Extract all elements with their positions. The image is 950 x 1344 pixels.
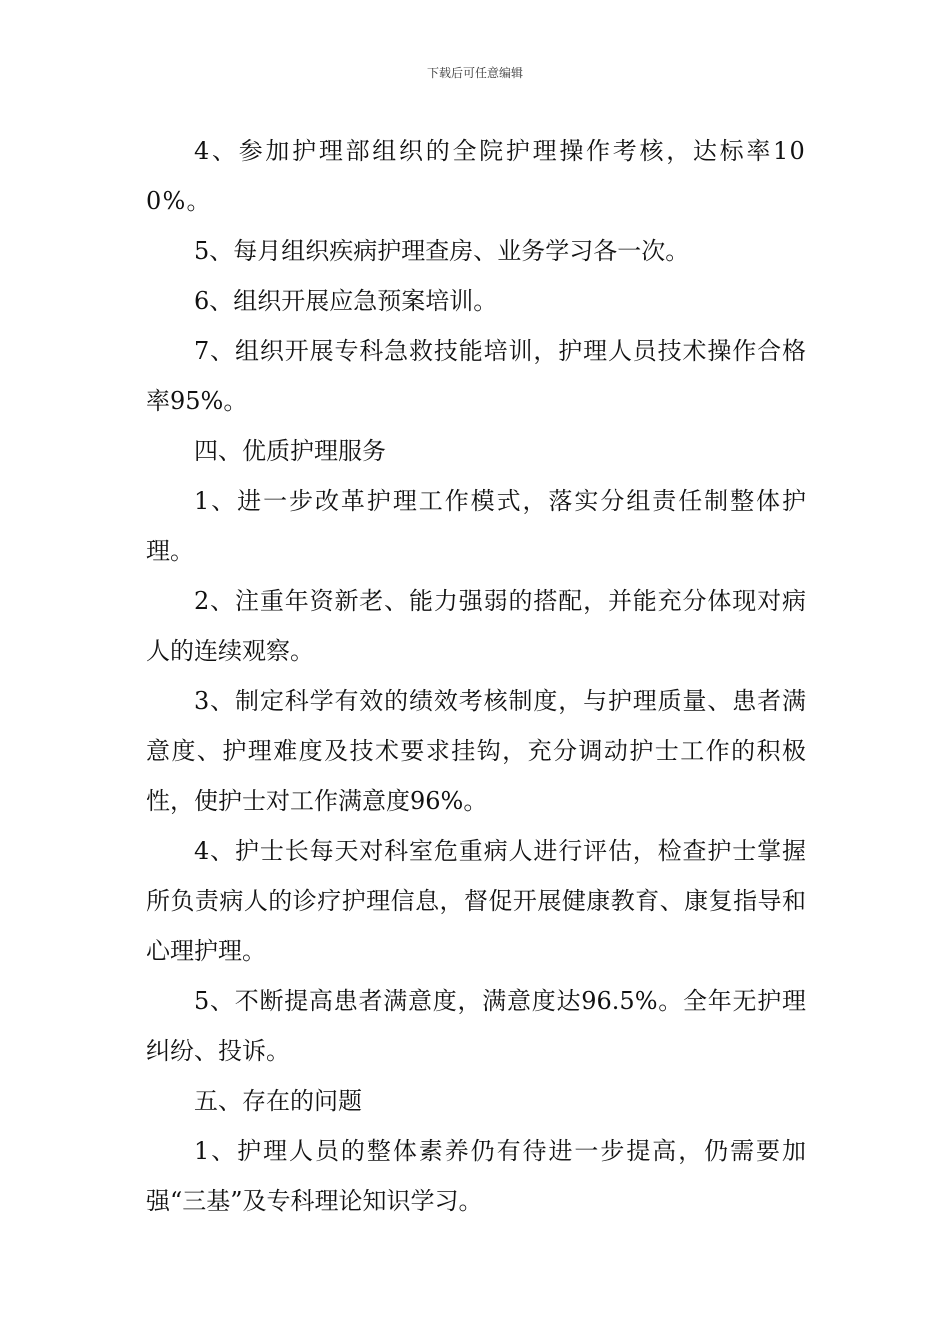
paragraph-item-3-performance: 3、制定科学有效的绩效考核制度，与护理质量、患者满意度、护理难度及技术要求挂钩，充分调动护士工作的积极性，使护士对工作满意度96%。	[146, 687, 806, 815]
paragraph-item-5-ward-rounds: 5、每月组织疾病护理查房、业务学习各一次。	[194, 237, 690, 265]
paragraph-item-2-staffing: 2、注重年资新老、能力强弱的搭配，并能充分体现对病人的连续观察。	[146, 587, 806, 665]
paragraph-item-5-satisfaction: 5、不断提高患者满意度，满意度达96.5%。全年无护理纠纷、投诉。	[146, 987, 806, 1065]
paragraph-item-4-head-nurse: 4、护士长每天对科室危重病人进行评估，检查护士掌握所负责病人的诊疗护理信息，督促开展健康教育、康复指导和心理护理。	[146, 837, 806, 965]
paragraph-item-1-work-mode: 1、进一步改革护理工作模式，落实分组责任制整体护理。	[146, 487, 806, 565]
section-heading-quality-service: 四、优质护理服务	[194, 437, 386, 465]
paragraph-item-7-skills-training: 7、组织开展专科急救技能培训，护理人员技术操作合格率95%。	[146, 337, 806, 415]
paragraph-item-6-emergency-training: 6、组织开展应急预案培训。	[194, 287, 498, 315]
paragraph-item-1-staff-quality: 1、护理人员的整体素养仍有待进一步提高，仍需要加强“三基”及专科理论知识学习。	[146, 1137, 806, 1215]
page-header-note: 下载后可任意编辑	[426, 66, 523, 80]
document-body	[146, 126, 806, 1226]
section-heading-problems: 五、存在的问题	[194, 1087, 362, 1115]
paragraph-item-4-assessment: 4、参加护理部组织的全院护理操作考核，达标率100%。	[146, 137, 806, 215]
